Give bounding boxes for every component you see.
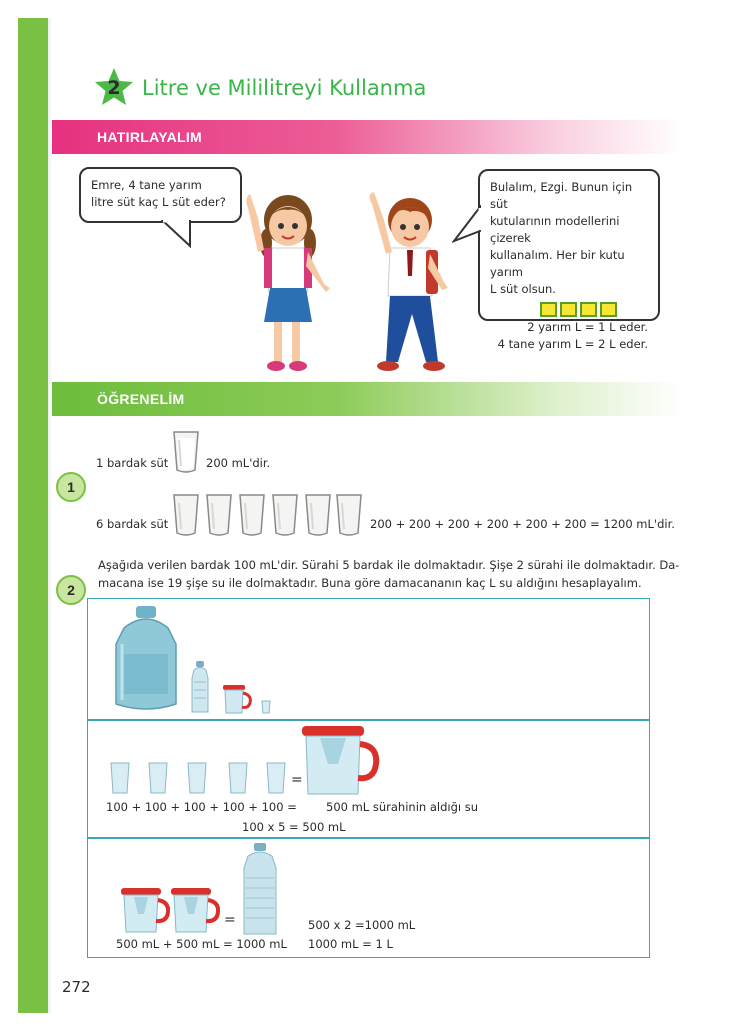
row3-product: 500 x 2 =1000 mL [308,918,416,932]
speech-bubble-emre [478,169,660,351]
milk-glass-icon [172,430,200,474]
table-divider [87,719,650,721]
example1-line2-suffix: 200 + 200 + 200 + 200 + 200 + 200 = 1200 mL'dir. [370,517,675,531]
girl-illustration [236,188,336,376]
pitcher-icon [300,724,380,796]
row3-sum: 500 mL + 500 mL = 1000 mL [116,937,287,951]
cup-icon [266,762,286,794]
row2-result: 500 mL sürahinin aldığı su [326,800,479,814]
pitcher-icon [220,683,254,715]
margin-bar-shadow [48,18,52,1013]
ogrenelim-label: ÖĞRENELİM [97,391,185,407]
cup-icon [187,762,207,794]
example-number-1: 1 [56,472,86,502]
cup-icon [110,762,130,794]
milk-glass-icon [172,493,200,537]
row3-conversion: 1000 mL = 1 L [308,937,393,951]
section-title [92,66,426,110]
half-litre-box [580,302,597,317]
pitcher-icon [120,886,170,934]
example1-line2-prefix: 6 bardak süt [96,517,169,531]
milk-glass-icon [271,493,299,537]
bubble-tail-left [160,220,200,248]
cup-icon [261,700,271,714]
boy-illustration [360,190,460,376]
half-litre-box [600,302,617,317]
bubble-line: L süt olsun. [490,282,556,296]
cup-icon [148,762,168,794]
speech-bubble-ezgi [79,167,242,223]
hatirlayalim-label: HATIRLAYALIM [97,129,202,145]
section-title-text: Litre ve Mililitreyi Kullanma [142,76,427,100]
milk-glass-icon [335,493,363,537]
half-litre-boxes [512,302,648,317]
row2-product: 100 x 5 = 500 mL [242,820,346,834]
example1-line1-suffix: 200 mL'dir. [206,456,271,470]
water-bottle-icon [242,842,278,936]
example-number-2: 2 [56,575,86,605]
ogrenelim-band [52,382,682,416]
half-litre-box [560,302,577,317]
half-litre-box [540,302,557,317]
row2-sum: 100 + 100 + 100 + 100 + 100 = [106,800,297,814]
water-demijohn-icon [110,604,182,714]
milk-glass-icon [238,493,266,537]
section-number: 2 [107,77,121,99]
pitcher-icon [170,886,220,934]
milk-glass-icon [304,493,332,537]
bubble-line: kullanalım. Her bir kutu yarım [490,248,625,279]
paragraph-line: macana ise 19 şişe su ile dolmaktadır. Buna göre damacananın kaç L su aldığını hesaplayalım. [98,576,642,590]
cup-icon [228,762,248,794]
hatirlayalim-band [52,120,682,154]
water-bottle-icon [190,660,210,714]
bubble-line: Bulalım, Ezgi. Bunun için süt [490,180,633,211]
star-badge-icon [92,66,136,110]
page-number: 272 [62,978,91,996]
paragraph-line: Aşağıda verilen bardak 100 mL'dir. Sürahi 5 bardak ile dolmaktadır. Şişe 2 sürahi ile dolmaktadır. Da- [98,558,680,572]
bubble-line: kutularının modellerini çizerek [490,214,620,245]
milk-glass-icon [205,493,233,537]
example1-line1-prefix: 1 bardak süt [96,456,169,470]
left-margin-bar [18,18,48,1013]
bubble-line: Emre, 4 tane yarım [91,178,202,192]
equals-sign: = [291,772,303,788]
equation-line: 2 yarım L = 1 L eder. [527,320,648,334]
table-divider [87,837,650,839]
example2-paragraph [98,556,683,592]
equation-line: 4 tane yarım L = 2 L eder. [497,337,648,351]
equals-sign: = [224,912,236,928]
bubble-line: litre süt kaç L süt eder? [91,195,226,209]
